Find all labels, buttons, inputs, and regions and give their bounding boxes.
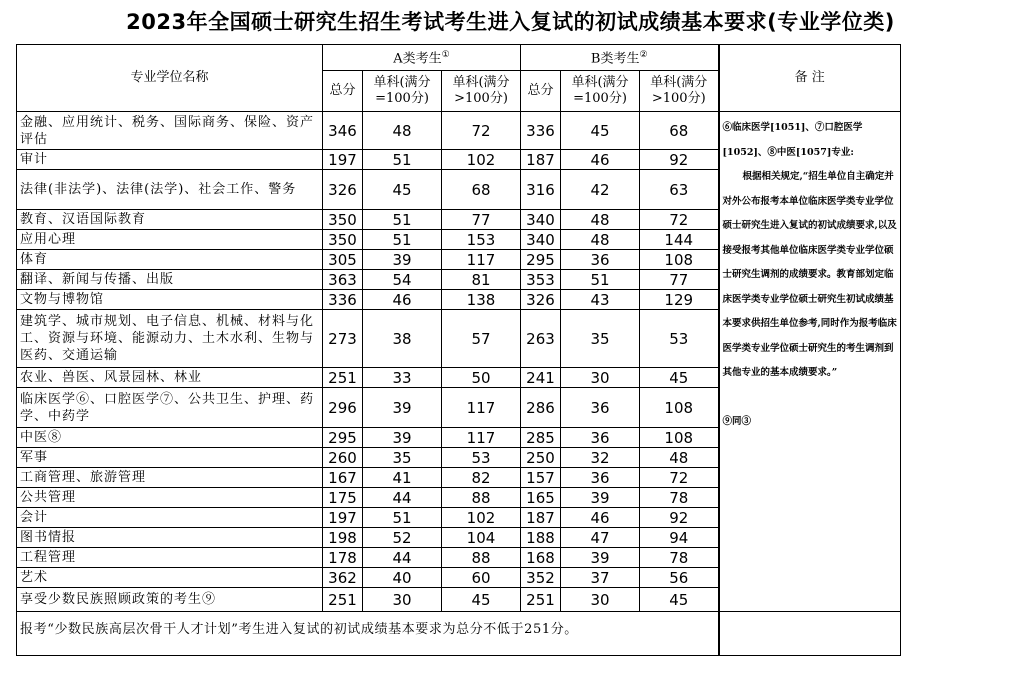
a-total: 260	[323, 448, 363, 468]
a-single-100: 41	[363, 468, 442, 488]
b-single-gt100: 72	[640, 210, 719, 230]
b-single-100: 36	[561, 250, 640, 270]
a-single-100: 44	[363, 488, 442, 508]
a-single-gt100: 68	[442, 170, 521, 210]
major-name: 工程管理	[17, 548, 323, 568]
b-single-gt100: 77	[640, 270, 719, 290]
a-total: 336	[323, 290, 363, 310]
b-single-100: 39	[561, 488, 640, 508]
group-a-header: A类考生①	[323, 45, 521, 71]
a-single-100: 52	[363, 528, 442, 548]
a-total: 362	[323, 568, 363, 588]
b-total: 187	[521, 150, 561, 170]
a-single-100: 30	[363, 588, 442, 612]
group-b-header: B类考生②	[521, 45, 719, 71]
a-total: 198	[323, 528, 363, 548]
major-name: 建筑学、城市规划、电子信息、机械、材料与化工、资源与环境、能源动力、土木水利、生物与医药、交通运输	[17, 310, 323, 368]
a-single-gt100: 81	[442, 270, 521, 290]
b-single-100: 30	[561, 368, 640, 388]
footer-note: 报考“少数民族高层次骨干人才计划”考生进入复试的初试成绩基本要求为总分不低于251分。	[17, 612, 719, 656]
b-total: 285	[521, 428, 561, 448]
b-single-gt100: 72	[640, 468, 719, 488]
b-single-gt100: 108	[640, 388, 719, 428]
b-single-100: 45	[561, 112, 640, 150]
a-single-gt100: 153	[442, 230, 521, 250]
footer-row	[17, 612, 901, 656]
b-total: 157	[521, 468, 561, 488]
a-single-100: 51	[363, 150, 442, 170]
b-single-gt100: 48	[640, 448, 719, 468]
a-single-gt100: 102	[442, 150, 521, 170]
a-single-100: 51	[363, 508, 442, 528]
a-single-100: 33	[363, 368, 442, 388]
a-total: 326	[323, 170, 363, 210]
major-name: 农业、兽医、风景园林、林业	[17, 368, 323, 388]
a-total: 296	[323, 388, 363, 428]
major-name: 审计	[17, 150, 323, 170]
a-total: 175	[323, 488, 363, 508]
a-total: 350	[323, 230, 363, 250]
b-single-gt100: 92	[640, 508, 719, 528]
b-single-gt100: 78	[640, 548, 719, 568]
major-name: 工商管理、旅游管理	[17, 468, 323, 488]
b-total: 340	[521, 210, 561, 230]
a-total: 251	[323, 588, 363, 612]
a-total: 295	[323, 428, 363, 448]
a-single-100: 38	[363, 310, 442, 368]
a-single-100: 51	[363, 230, 442, 250]
b-total: 340	[521, 230, 561, 250]
a-total: 305	[323, 250, 363, 270]
a-total: 197	[323, 150, 363, 170]
b-total: 165	[521, 488, 561, 508]
a-total: 363	[323, 270, 363, 290]
a-total: 167	[323, 468, 363, 488]
b-single-gt100: 56	[640, 568, 719, 588]
remarks-line-1: ⑥临床医学[1051]、⑦口腔医学[1052]、⑧中医[1057]专业:	[722, 122, 863, 158]
b-single-gt100: 63	[640, 170, 719, 210]
b-single-100: 47	[561, 528, 640, 548]
a-single-100: 51	[363, 210, 442, 230]
b-single-100: 36	[561, 428, 640, 448]
major-name: 应用心理	[17, 230, 323, 250]
major-name: 艺术	[17, 568, 323, 588]
b-total: 353	[521, 270, 561, 290]
b-total: 326	[521, 290, 561, 310]
b-single-gt100: 45	[640, 368, 719, 388]
b-total: 336	[521, 112, 561, 150]
a-single-gt100: 77	[442, 210, 521, 230]
b-single-gt100-header: 单科(满分>100分)	[640, 71, 719, 112]
a-single-gt100: 138	[442, 290, 521, 310]
a-single-gt100: 45	[442, 588, 521, 612]
major-name: 公共管理	[17, 488, 323, 508]
remarks-line-2: 根据相关规定,“招生单位自主确定并对外公布报考本单位临床医学类专业学位硕士研究生进入复试的初试成绩要求,以及接受报考其他单位临床医学类专业学位硕士研究生调剂的成绩要求。教育部划定临床医学类专业学位硕士研究生初试成绩基本要求供招生单位参考,同时作为报考临床医学类专业学位硕士研究生的考生调剂到其他专业的基本成绩要求。”	[722, 171, 897, 378]
score-rows	[17, 112, 901, 656]
b-single-gt100: 108	[640, 250, 719, 270]
b-single-gt100: 144	[640, 230, 719, 250]
b-single-100: 35	[561, 310, 640, 368]
b-total-header: 总分	[521, 71, 561, 112]
a-single-100: 39	[363, 388, 442, 428]
b-single-gt100: 108	[640, 428, 719, 448]
b-total: 241	[521, 368, 561, 388]
a-single-gt100: 88	[442, 488, 521, 508]
b-total: 316	[521, 170, 561, 210]
table-row	[17, 112, 901, 150]
major-name: 军事	[17, 448, 323, 468]
b-total: 250	[521, 448, 561, 468]
major-name: 会计	[17, 508, 323, 528]
remarks-cell	[719, 112, 901, 612]
a-total: 178	[323, 548, 363, 568]
a-single-100: 46	[363, 290, 442, 310]
remarks-header: 备 注	[719, 45, 901, 112]
a-single-gt100-header: 单科(满分>100分)	[442, 71, 521, 112]
a-single-gt100: 117	[442, 250, 521, 270]
major-name: 文物与博物馆	[17, 290, 323, 310]
b-total: 263	[521, 310, 561, 368]
a-total: 197	[323, 508, 363, 528]
major-name: 中医⑧	[17, 428, 323, 448]
major-header: 专业学位名称	[17, 45, 323, 112]
a-single-gt100: 82	[442, 468, 521, 488]
b-single-100: 51	[561, 270, 640, 290]
remarks-line-3: ⑨同③	[722, 415, 752, 427]
a-single-100: 54	[363, 270, 442, 290]
a-single-100: 40	[363, 568, 442, 588]
major-name: 金融、应用统计、税务、国际商务、保险、资产评估	[17, 112, 323, 150]
a-single-gt100: 117	[442, 428, 521, 448]
major-name: 教育、汉语国际教育	[17, 210, 323, 230]
a-total: 251	[323, 368, 363, 388]
b-total: 352	[521, 568, 561, 588]
a-total: 350	[323, 210, 363, 230]
a-single-gt100: 53	[442, 448, 521, 468]
a-single-100: 48	[363, 112, 442, 150]
b-single-100: 37	[561, 568, 640, 588]
b-single-gt100: 53	[640, 310, 719, 368]
b-single-100: 42	[561, 170, 640, 210]
a-single-gt100: 72	[442, 112, 521, 150]
a-single-gt100: 60	[442, 568, 521, 588]
b-total: 286	[521, 388, 561, 428]
b-single-100: 48	[561, 230, 640, 250]
major-name: 法律(非法学)、法律(法学)、社会工作、警务	[17, 170, 323, 210]
b-single-100: 36	[561, 388, 640, 428]
b-single-100: 48	[561, 210, 640, 230]
major-name: 体育	[17, 250, 323, 270]
b-total: 295	[521, 250, 561, 270]
a-single-100: 45	[363, 170, 442, 210]
major-name: 临床医学⑥、口腔医学⑦、公共卫生、护理、药学、中药学	[17, 388, 323, 428]
a-total: 273	[323, 310, 363, 368]
a-total-header: 总分	[323, 71, 363, 112]
a-single-100: 39	[363, 428, 442, 448]
major-name: 翻译、新闻与传播、出版	[17, 270, 323, 290]
major-name: 享受少数民族照顾政策的考生⑨	[17, 588, 323, 612]
a-single-gt100: 102	[442, 508, 521, 528]
b-total: 168	[521, 548, 561, 568]
b-single-gt100: 94	[640, 528, 719, 548]
b-single-100-header: 单科(满分=100分)	[561, 71, 640, 112]
a-single-gt100: 88	[442, 548, 521, 568]
b-single-100: 36	[561, 468, 640, 488]
b-single-gt100: 129	[640, 290, 719, 310]
a-single-gt100: 50	[442, 368, 521, 388]
b-single-100: 46	[561, 508, 640, 528]
b-total: 187	[521, 508, 561, 528]
a-single-gt100: 117	[442, 388, 521, 428]
a-single-gt100: 104	[442, 528, 521, 548]
a-single-100: 39	[363, 250, 442, 270]
a-single-100: 35	[363, 448, 442, 468]
b-single-gt100: 45	[640, 588, 719, 612]
b-total: 251	[521, 588, 561, 612]
b-single-gt100: 78	[640, 488, 719, 508]
a-single-100-header: 单科(满分=100分)	[363, 71, 442, 112]
b-single-gt100: 92	[640, 150, 719, 170]
footer-remarks-cell	[719, 612, 901, 656]
b-single-100: 39	[561, 548, 640, 568]
b-single-100: 43	[561, 290, 640, 310]
a-single-gt100: 57	[442, 310, 521, 368]
b-single-100: 32	[561, 448, 640, 468]
score-table	[16, 44, 901, 656]
a-total: 346	[323, 112, 363, 150]
b-single-100: 46	[561, 150, 640, 170]
b-single-100: 30	[561, 588, 640, 612]
b-total: 188	[521, 528, 561, 548]
b-single-gt100: 68	[640, 112, 719, 150]
major-name: 图书情报	[17, 528, 323, 548]
a-single-100: 44	[363, 548, 442, 568]
page-title: 2023年全国硕士研究生招生考试考生进入复试的初试成绩基本要求(专业学位类)	[126, 10, 895, 34]
